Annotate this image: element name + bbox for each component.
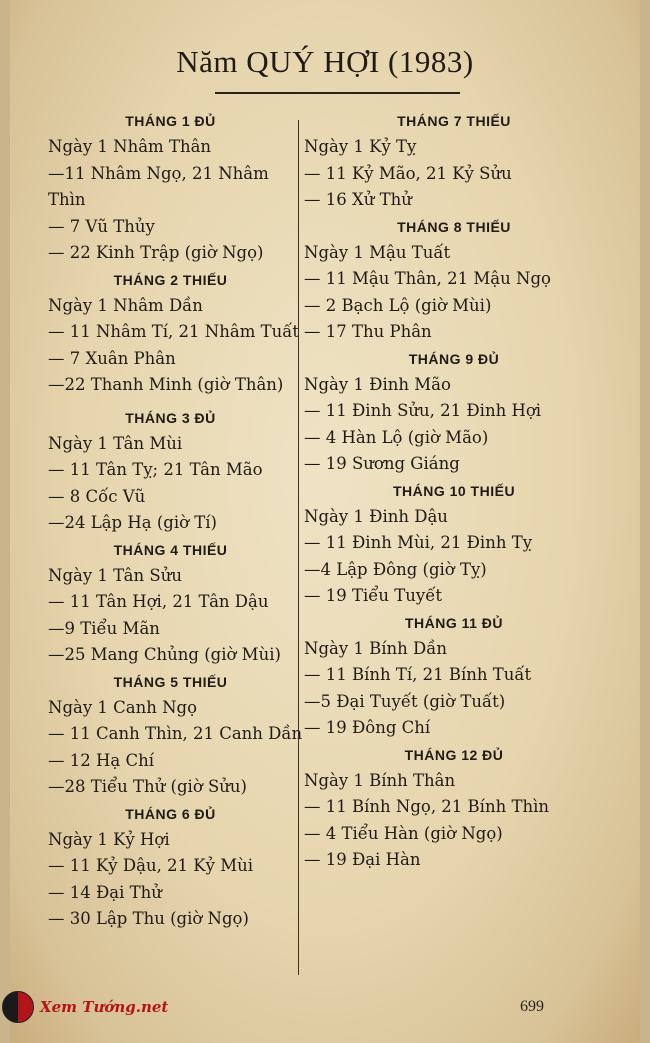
left-column: [48, 108, 303, 933]
entry-line: Ngày 1 Nhâm Thân: [48, 137, 212, 156]
month-block: [304, 742, 604, 874]
entry-line: Ngày 1 Đinh Dậu: [304, 506, 448, 526]
entry-line: — 12 Hạ Chí: [48, 750, 154, 770]
entry-line: — 19 Sương Giáng: [304, 454, 460, 473]
month-title: THÁNG 7 THIẾU: [397, 113, 511, 129]
entry-line: — 11 Tân Hợi, 21 Tân Dậu: [48, 592, 269, 611]
entry-line: — 11 Bính Tí, 21 Bính Tuất: [304, 665, 532, 684]
entry-line: — 2 Bạch Lộ (giờ Mùi): [304, 295, 492, 315]
month-title: THÁNG 4 THIẾU: [113, 541, 228, 558]
entry-line: Ngày 1 Tân Sửu: [48, 565, 182, 585]
entry-line: Ngày 1 Bính Dần: [304, 638, 448, 658]
month-title: THÁNG 11 ĐỦ: [404, 614, 504, 631]
entry-line: — 8 Cốc Vũ: [48, 486, 146, 506]
entry-line: — 7 Xuân Phân: [48, 348, 176, 368]
entry-line: — 16 Xử Thử: [304, 190, 412, 209]
entry-line: — 19 Đông Chí: [304, 718, 431, 737]
entry-line: Ngày 1 Mậu Tuất: [304, 242, 451, 262]
entry-line: — 11 Bính Ngọ, 21 Bính Thìn: [304, 797, 549, 816]
month-title: THÁNG 1 ĐỦ: [125, 113, 216, 129]
entry-line: — 11 Đinh Mùi, 21 Đinh Tỵ: [304, 533, 533, 552]
entry-line: —5 Đại Tuyết (giờ Tuất): [304, 691, 506, 711]
entry-line: — 11 Nhâm Tí, 21 Nhâm Tuất: [48, 322, 299, 341]
entry-line: Ngày 1 Kỷ Tỵ: [304, 137, 417, 156]
month-title: THÁNG 2 THIẾU: [113, 271, 228, 288]
entry-line: — 17 Thu Phân: [304, 322, 432, 341]
entry-line: —11 Nhâm Ngọ, 21 Nhâm: [48, 163, 269, 183]
entry-line: — 7 Vũ Thủy: [48, 216, 155, 236]
watermark-logo: [2, 991, 168, 1023]
month-block: [304, 346, 604, 478]
entry-line: Ngày 1 Đinh Mão: [304, 374, 451, 394]
entry-line: —24 Lập Hạ (giờ Tí): [48, 513, 217, 532]
right-column: [304, 108, 604, 874]
entry-line: — 19 Tiểu Tuyết: [304, 586, 443, 605]
entry-line: Ngày 1 Tân Mùi: [48, 433, 183, 453]
entry-line: — 11 Kỷ Dậu, 21 Kỷ Mùi: [48, 856, 253, 875]
title-underline: [215, 92, 460, 94]
entry-line: Ngày 1 Nhâm Dần: [48, 295, 203, 315]
entry-line: Ngày 1 Canh Ngọ: [48, 697, 198, 717]
month-block: [48, 405, 293, 537]
entry-line: Thìn: [48, 190, 86, 209]
entry-line: —28 Tiểu Thử (giờ Sửu): [48, 777, 247, 796]
entry-line: — 30 Lập Thu (giờ Ngọ): [48, 909, 249, 928]
entry-line: — 11 Mậu Thân, 21 Mậu Ngọ: [304, 269, 551, 288]
entry-line: — 4 Hàn Lộ (giờ Mão): [304, 427, 489, 447]
month-block: [304, 478, 604, 610]
month-title: THÁNG 9 ĐỦ: [408, 350, 500, 367]
book-page: [10, 0, 640, 1043]
month-block: [304, 108, 604, 214]
month-title: THÁNG 12 ĐỦ: [404, 746, 504, 763]
month-block: [304, 610, 604, 742]
yin-yang-icon: [2, 991, 34, 1023]
entry-line: — 14 Đại Thử: [48, 882, 162, 902]
entry-line: Ngày 1 Bính Thân: [304, 770, 456, 790]
month-block: [48, 669, 303, 801]
page-number: 699: [520, 998, 544, 1015]
entry-line: —25 Mang Chủng (giờ Mùi): [48, 645, 281, 664]
entry-line: — 11 Canh Thìn, 21 Canh Dần: [48, 724, 303, 743]
month-block: [48, 108, 293, 267]
entry-line: —9 Tiểu Mãn: [48, 618, 160, 638]
entry-line: — 11 Kỷ Mão, 21 Kỷ Sửu: [304, 163, 512, 183]
entry-line: — 22 Kinh Trập (giờ Ngọ): [48, 243, 264, 262]
entry-line: — 11 Đinh Sửu, 21 Đinh Hợi: [304, 401, 542, 420]
month-block: [48, 801, 293, 933]
month-block: [48, 267, 299, 399]
entry-line: —4 Lập Đông (giờ Tỵ): [304, 559, 487, 579]
entry-line: Ngày 1 Kỷ Hợi: [48, 829, 170, 849]
watermark-text: Xem Tướng.net: [40, 998, 169, 1016]
entry-line: — 19 Đại Hàn: [304, 850, 421, 869]
month-title: THÁNG 3 ĐỦ: [125, 409, 216, 426]
month-block: [304, 214, 604, 346]
month-title: THÁNG 8 THIẾU: [397, 218, 511, 235]
column-divider: [298, 120, 299, 975]
month-block: [48, 537, 293, 669]
month-title: THÁNG 10 THIẾU: [392, 482, 516, 499]
entry-line: — 11 Tân Tỵ; 21 Tân Mão: [48, 460, 263, 479]
month-title: THÁNG 5 THIẾU: [113, 673, 228, 690]
month-title: THÁNG 6 ĐỦ: [125, 805, 216, 822]
entry-line: — 4 Tiểu Hàn (giờ Ngọ): [304, 823, 503, 843]
page-title: Năm QUÝ HỢI (1983): [176, 44, 474, 79]
entry-line: —22 Thanh Minh (giờ Thân): [48, 375, 284, 394]
